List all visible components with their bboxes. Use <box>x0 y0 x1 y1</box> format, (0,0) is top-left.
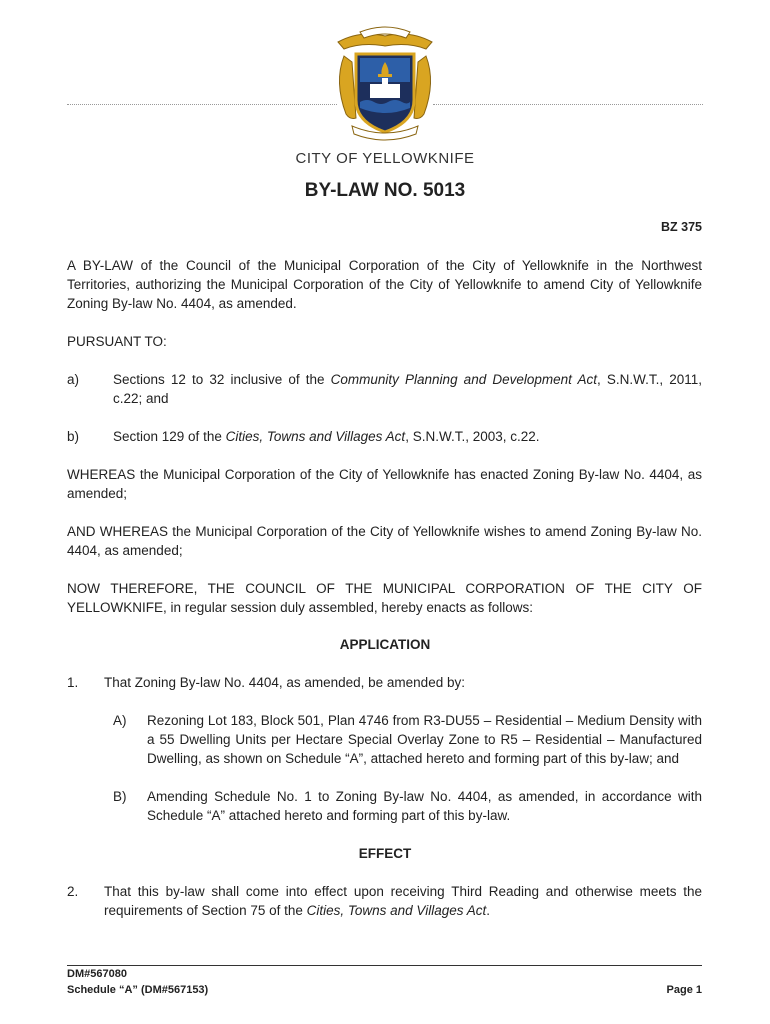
whereas-paragraph-2: AND WHEREAS the Municipal Corporation of the City of Yellowknife wishes to amend Zoning By-law No. 4404, as amended; <box>67 524 702 558</box>
now-therefore-paragraph: NOW THEREFORE, THE COUNCIL OF THE MUNICIPAL CORPORATION OF THE CITY OF YELLOWKNIFE, in regular session duly assembled, hereby enacts as follows: <box>67 581 702 615</box>
reference-code: BZ 375 <box>661 220 702 234</box>
whereas-paragraph-1: WHEREAS the Municipal Corporation of the City of Yellowknife has enacted Zoning By-law No. 4404, as amended; <box>67 467 702 501</box>
preamble-paragraph: A BY-LAW of the Council of the Municipal Corporation of the City of Yellowknife in the Northwest Territories, authorizing the Municipal Corporation of the City of Yellowknife to amend City of Yellowknife Zoning By-law No. 4404, as amended. <box>67 258 702 311</box>
section-2-number: 2. <box>67 884 79 899</box>
pursuant-heading: PURSUANT TO: <box>67 334 167 349</box>
effect-heading: EFFECT <box>358 846 412 861</box>
header-divider-left <box>67 104 337 105</box>
pursuant-item-b-text <box>113 427 702 446</box>
section-2-pre: That this by-law shall come into effect upon receiving Third Reading and otherwise meets the requirements of Section 75 of the <box>104 884 702 918</box>
footer-schedule: Schedule “A” (DM#567153) <box>67 984 209 996</box>
section-1-item-b-text: Amending Schedule No. 1 to Zoning By-law No. 4404, as amended, in accordance with Schedule “A” attached hereto and forming part of this by-law. <box>147 789 702 823</box>
pursuant-item-a-text <box>113 370 702 408</box>
application-heading: APPLICATION <box>339 637 431 652</box>
pursuant-item-b-act: Cities, Towns and Villages Act <box>225 429 406 444</box>
section-1-text: That Zoning By-law No. 4404, as amended, be amended by: <box>104 675 465 690</box>
pursuant-item-b-pre: Section 129 of the <box>113 429 226 444</box>
section-1-item-a-marker: A) <box>113 713 127 728</box>
pursuant-item-a-marker: a) <box>67 372 80 387</box>
pursuant-item-b-post: , S.N.W.T., 2003, c.22. <box>405 429 540 444</box>
footer-page-number: Page 1 <box>666 984 702 996</box>
section-1-item-a-text: Rezoning Lot 183, Block 501, Plan 4746 from R3-DU55 – Residential – Medium Density with a 55 Dwelling Units per Hectare Special Overlay Zone to R5 – Residential – Manufactured Dwelling, as shown on Schedule “A”, attached hereto and forming part of this by-law; and <box>147 713 702 766</box>
header-divider-right <box>433 104 703 105</box>
section-1-number: 1. <box>67 675 79 690</box>
pursuant-item-a-pre: Sections 12 to 32 inclusive of the <box>113 372 331 387</box>
section-2-text <box>104 882 702 920</box>
footer-dm-number: DM#567080 <box>67 968 127 980</box>
section-1-item-b-marker: B) <box>113 789 127 804</box>
bylaw-title: BY-LAW NO. 5013 <box>304 180 466 201</box>
pursuant-item-a-act: Community Planning and Development Act <box>330 372 597 387</box>
city-name: CITY OF YELLOWKNIFE <box>295 150 475 167</box>
footer-rule <box>67 965 702 966</box>
city-crest-logo <box>330 22 440 147</box>
section-2-post: . <box>486 903 490 918</box>
pursuant-item-a-post: , S.N.W.T., 2011, c.22; and <box>113 372 702 406</box>
section-2-act: Cities, Towns and Villages Act <box>306 903 487 918</box>
pursuant-item-b-marker: b) <box>67 429 80 444</box>
